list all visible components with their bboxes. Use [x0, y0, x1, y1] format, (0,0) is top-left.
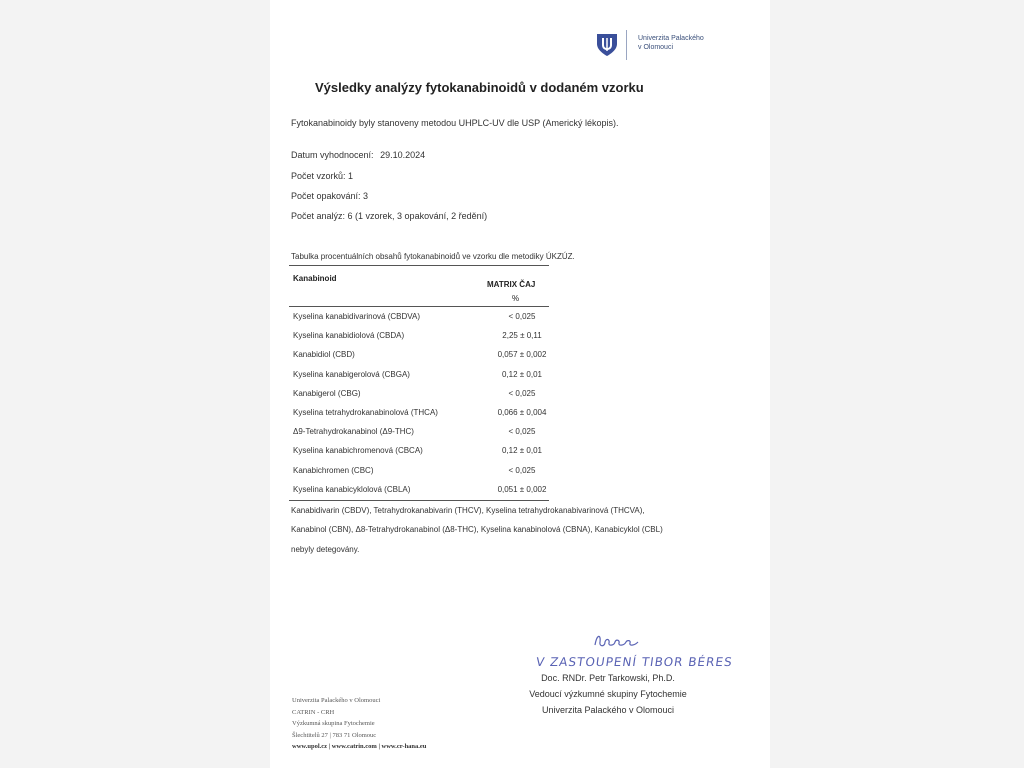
logo-text [638, 34, 704, 52]
footer-line-2: CATRIN - CRH [292, 709, 335, 716]
university-logo [592, 30, 732, 60]
table-cell-value: 0,12 ± 0,01 [502, 369, 542, 379]
handwritten-signature: V ZASTOUPENÍ TIBOR BÉRES [535, 655, 734, 669]
document-title: Výsledky analýzy fytokanabinoidů v dodaném vzorku [315, 80, 644, 95]
date-value: 29.10.2024 [380, 150, 426, 160]
logo-divider [626, 30, 627, 60]
shield-icon [594, 32, 620, 58]
signer-institution: Univerzita Palackého v Olomouci [541, 705, 675, 715]
table-cell-name: Kyselina kanabichromenová (CBCA) [293, 446, 423, 456]
table-cell-value: < 0,025 [508, 312, 536, 321]
document-page [270, 0, 770, 768]
handwritten-scribble [592, 630, 642, 657]
table-cell-value: < 0,025 [508, 465, 536, 475]
table-cell-name: Kanabichromen (CBC) [293, 465, 374, 475]
analysis-count: Počet analýz: 6 (1 vzorek, 3 opakování, 2 ředění) [291, 211, 488, 221]
table-cell-name: Kanabigerol (CBG) [293, 388, 361, 398]
repeat-count: Počet opakování: 3 [291, 191, 369, 201]
table-cell-value: 0,12 ± 0,01 [502, 446, 542, 456]
table-cell-name: Kyselina kanabidivarinová (CBDVA) [293, 312, 421, 321]
note-line-2: Kanabinol (CBN), Δ8-Tetrahydrokanabinol (Δ8-THC), Kyselina kanabinolová (CBNA), Kanabicyklol (CBL) [291, 525, 663, 534]
evaluation-date [291, 150, 425, 160]
table-cell-value: 0,066 ± 0,004 [497, 408, 547, 417]
table-caption: Tabulka procentuálních obsahů fytokanabinoidů ve vzorku dle metodiky ÚKZÚZ. [291, 252, 575, 261]
table-cell-name: Kyselina kanabidiolová (CBDA) [293, 331, 405, 341]
table-cell-name: Kyselina tetrahydrokanabinolová (THCA) [293, 408, 438, 417]
table-cell-value: 2,25 ± 0,11 [502, 331, 542, 341]
footer-line-1: Univerzita Palackého v Olomouci [292, 697, 381, 704]
table-cell-name: Kanabidiol (CBD) [293, 350, 355, 360]
table-cell-name: Kyselina kanabigerolová (CBGA) [293, 369, 410, 379]
table-top-rule [289, 265, 549, 266]
signer-name: Doc. RNDr. Petr Tarkowski, Ph.D. [541, 673, 675, 683]
table-cell-value: < 0,025 [508, 427, 536, 437]
footer-line-4: Šlechtitelů 27 | 783 71 Olomouc [292, 732, 377, 739]
logo-line-2: v Olomouci [638, 44, 674, 51]
note-line-3: nebyly detegovány. [291, 545, 360, 554]
signer-role: Vedoucí výzkumné skupiny Fytochemie [529, 689, 687, 699]
table-cell-name: Δ9-Tetrahydrokanabinol (Δ9-THC) [293, 427, 414, 437]
table-cell-value: 0,051 ± 0,002 [497, 484, 547, 494]
date-label: Datum vyhodnocení: [291, 150, 374, 160]
column-header-matrix: MATRIX ČAJ [487, 280, 536, 289]
logo-line-1: Univerzita Palackého [638, 35, 704, 42]
method-intro: Fytokanabinoidy byly stanoveny metodou UHPLC-UV dle USP (Americký lékopis). [291, 118, 619, 128]
table-header-rule [289, 306, 549, 307]
column-header-cannabinoid: Kanabinoid [293, 274, 337, 283]
table-bottom-rule [289, 500, 549, 501]
table-cell-name: Kyselina kanabicyklolová (CBLA) [293, 484, 411, 494]
sample-count: Počet vzorků: 1 [291, 171, 354, 181]
table-cell-value: < 0,025 [508, 388, 536, 398]
footer-links: www.upol.cz | www.catrin.com | www.cr-hana.eu [292, 743, 427, 750]
table-cell-value: 0,057 ± 0,002 [497, 350, 547, 360]
column-header-unit: % [512, 294, 520, 303]
footer-line-3: Výzkumná skupina Fytochemie [292, 720, 375, 727]
note-line-1: Kanabidivarin (CBDV), Tetrahydrokanabivarin (THCV), Kyselina tetrahydrokanabivarinová (THCVA), [291, 506, 645, 515]
